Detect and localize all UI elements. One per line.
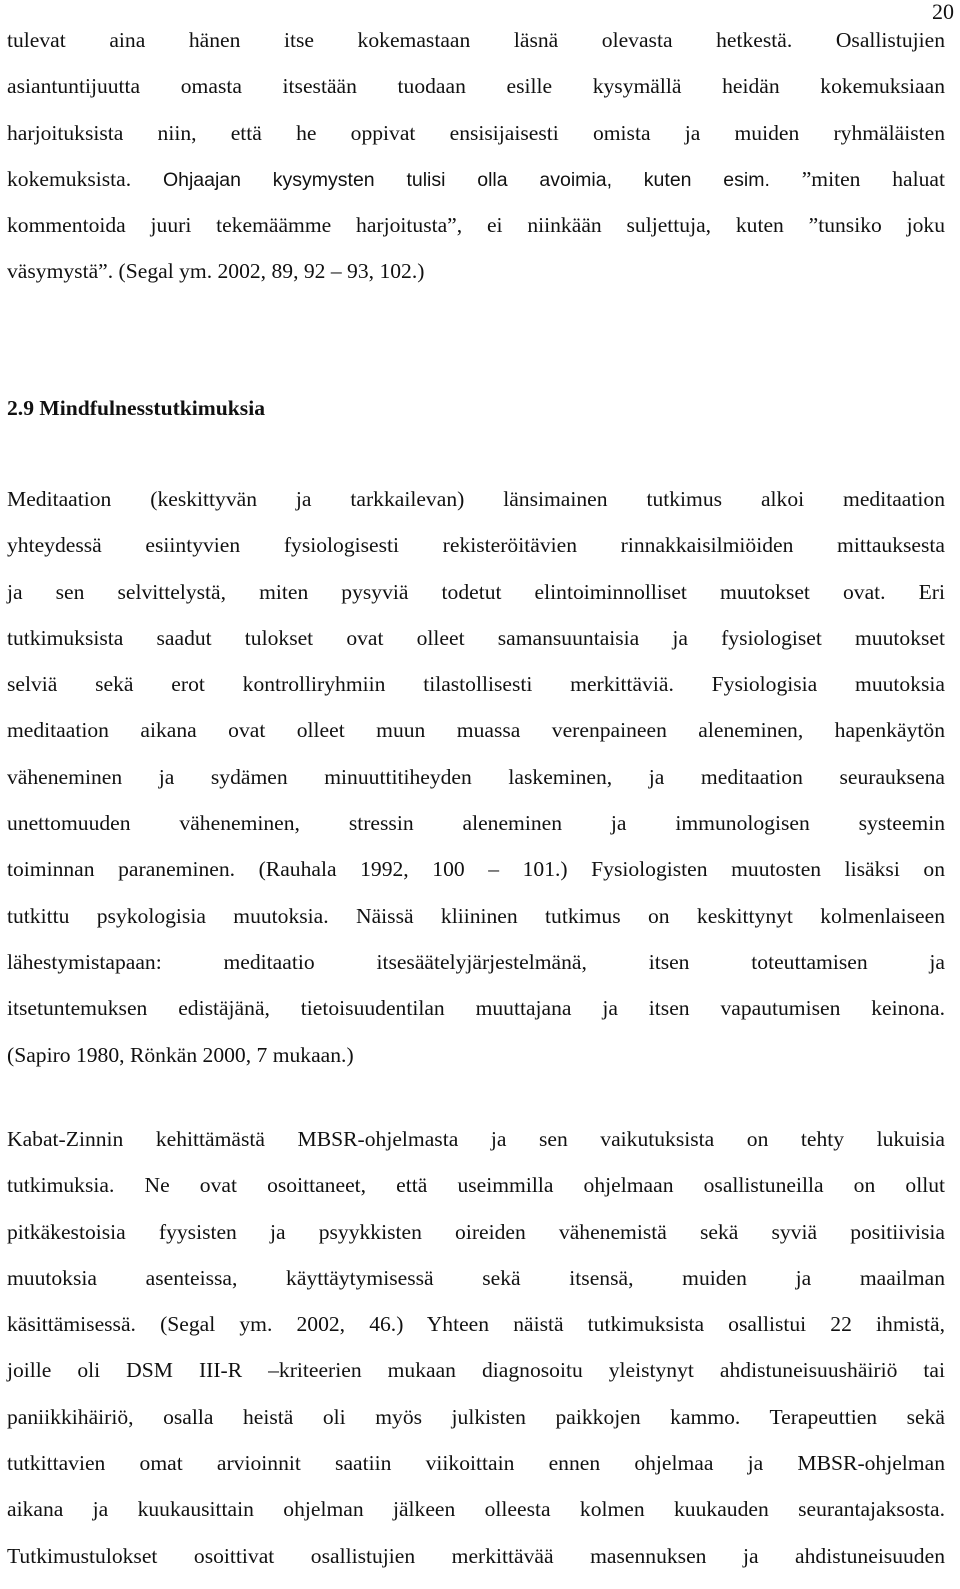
text-line: pitkäkestoisia fyysisten ja psyykkisten oireiden vähenemistä sekä syviä positiivisia — [7, 1219, 945, 1244]
text-line: selviä sekä erot kontrolliryhmiin tilastollisesti merkittäviä. Fysiologisia muutoksia — [7, 672, 945, 697]
text-line: itsetuntemuksen edistäjänä, tietoisuudentilan muuttajana ja itsen vapautumisen keinona. — [7, 996, 945, 1021]
text-line: muutoksia asenteissa, käyttäytymisessä sekä itsensä, muiden ja maailman — [7, 1265, 945, 1290]
text-segment: kokemuksista. — [7, 166, 132, 191]
text-line: lähestymistapaan: meditaatio itsesäätelyjärjestelmänä, itsen toteuttamisen ja — [7, 949, 945, 974]
text-segment-sans: Ohjaajan kysymysten tulisi olla avoimia, kuten esim. — [162, 168, 770, 191]
text-line: tutkimuksia. Ne ovat osoittaneet, että useimmilla ohjelmaan osallistuneilla on ollut — [7, 1173, 945, 1198]
text-line: unettomuuden väheneminen, stressin aleneminen ja immunologisen systeemin — [7, 811, 945, 836]
text-line: joille oli DSM III-R –kriteerien mukaan diagnosoitu yleistynyt ahdistuneisuushäiriö tai — [7, 1358, 945, 1383]
paragraph-intro — [7, 17, 945, 295]
text-line: yhteydessä esiintyvien fysiologisesti rekisteröitävien rinnakkaisilmiöiden mittauksesta — [7, 533, 945, 558]
text-line: Kabat-Zinnin kehittämästä MBSR-ohjelmasta ja sen vaikutuksista on tehty lukuisia — [7, 1127, 945, 1151]
text-line: väheneminen ja sydämen minuuttitiheyden laskeminen, ja meditaation seurauksena — [7, 764, 945, 789]
paragraph-research — [7, 476, 945, 1078]
text-line-mixed — [7, 156, 945, 202]
text-line: meditaation aikana ovat olleet muun muassa verenpaineen aleneminen, hapenkäytön — [7, 718, 945, 743]
text-line: tutkittu psykologisia muutoksia. Näissä kliininen tutkimus on keskittynyt kolmenlaiseen — [7, 903, 945, 928]
text-line: harjoituksista niin, että he oppivat ensisijaisesti omista ja muiden ryhmäläisten — [7, 120, 945, 145]
text-line: tutkittavien omat arvioinnit saatiin viikoittain ennen ohjelmaa ja MBSR-ohjelman — [7, 1451, 945, 1476]
text-line: kommentoida juuri tekemäämme harjoitusta”, ei niinkään suljettuja, kuten ”tunsiko joku — [7, 213, 945, 238]
text-line: tulevat aina hänen itse kokemastaan läsnä olevasta hetkestä. Osallistujien — [7, 28, 945, 52]
paragraph-mbsr — [7, 1116, 945, 1579]
text-line: väsymystä”. (Segal ym. 2002, 89, 92 – 93, 102.) — [7, 259, 425, 284]
page-number: 20 — [932, 0, 954, 24]
text-line: paniikkihäiriö, osalla heistä oli myös julkisten paikkojen kammo. Terapeuttien sekä — [7, 1404, 945, 1429]
text-line: Tutkimustulokset osoittivat osallistujien merkittävää masennuksen ja ahdistuneisuuden — [7, 1543, 945, 1568]
text-line: toiminnan paraneminen. (Rauhala 1992, 100 – 101.) Fysiologisten muutosten lisäksi on — [7, 857, 945, 882]
section-heading: 2.9 Mindfulnesstutkimuksia — [7, 396, 265, 420]
text-line: käsittämisessä. (Segal ym. 2002, 46.) Yhteen näistä tutkimuksista osallistui 22 ihmistä, — [7, 1312, 945, 1337]
text-line: Meditaation (keskittyvän ja tarkkailevan) länsimainen tutkimus alkoi meditaation — [7, 487, 945, 511]
text-segment: ”miten haluat — [801, 166, 945, 191]
text-line: aikana ja kuukausittain ohjelman jälkeen olleesta kolmen kuukauden seurantajaksosta. — [7, 1497, 945, 1522]
text-line: tutkimuksista saadut tulokset ovat olleet samansuuntaisia ja fysiologiset muutokset — [7, 625, 945, 650]
text-line: (Sapiro 1980, Rönkän 2000, 7 mukaan.) — [7, 1042, 354, 1067]
text-line: asiantuntijuutta omasta itsestään tuodaan esille kysymällä heidän kokemuksiaan — [7, 74, 945, 99]
text-line: ja sen selvittelystä, miten pysyviä todetut elintoiminnolliset muutokset ovat. Eri — [7, 579, 945, 604]
